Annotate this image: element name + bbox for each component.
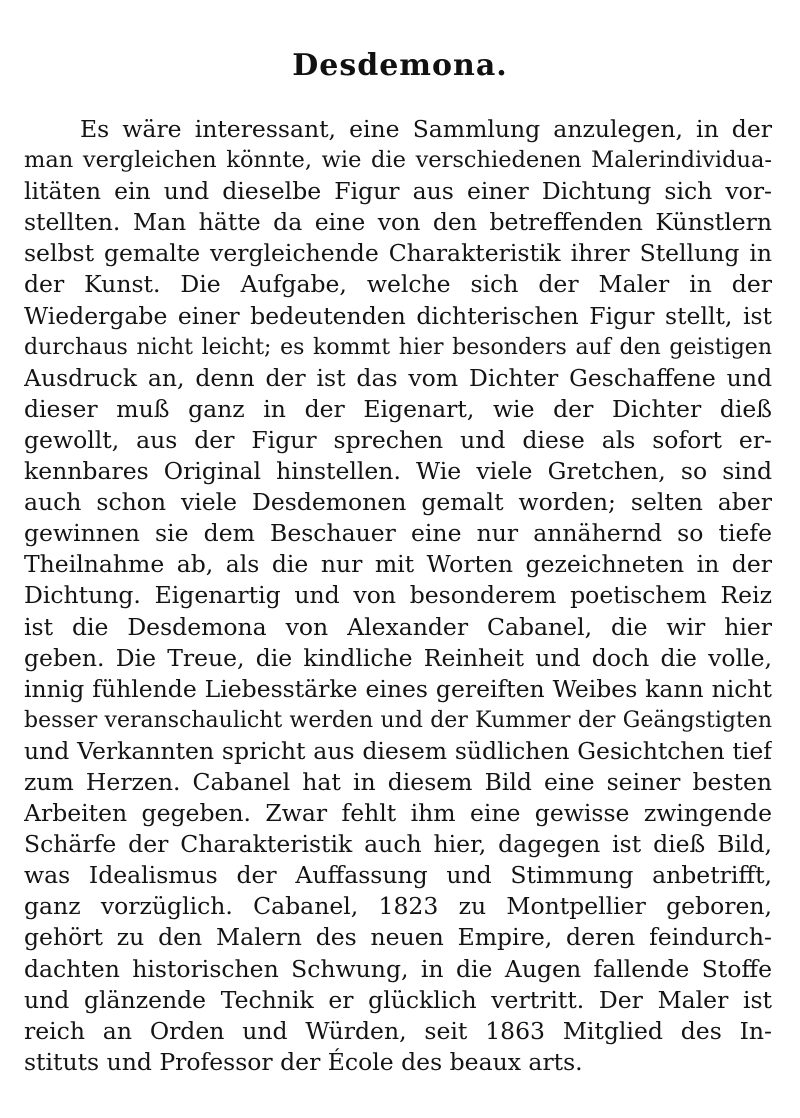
text-line: und glänzende Technik er glücklich vertritt. Der Maler ist <box>24 985 772 1014</box>
text-line: gewollt, aus der Figur sprechen und diese als sofort er- <box>24 425 772 454</box>
text-line: Ausdruck an, denn der ist das vom Dichter Geschaffene und <box>24 363 772 392</box>
article-body <box>24 114 772 1078</box>
text-line: Schärfe der Charakteristik auch hier, dagegen ist dieß Bild, <box>24 830 772 859</box>
text-line: ist die Desdemona von Alexander Cabanel, die wir hier <box>24 612 772 641</box>
text-line: geben. Die Treue, die kindliche Reinheit und doch die volle, <box>24 643 772 672</box>
text-line: innig fühlende Liebesstärke eines gereiften Weibes kann nicht <box>24 674 772 703</box>
text-line: und Verkannten spricht aus diesem südlichen Gesichtchen tief <box>24 736 772 765</box>
article-title: Desdemona. <box>292 48 508 83</box>
text-line: litäten ein und dieselbe Figur aus einer Dichtung sich vor- <box>24 177 772 206</box>
text-line: Wiedergabe einer bedeutenden dichterischen Figur stellt, ist <box>24 301 772 330</box>
text-line: stituts und Professor der École des beaux arts. <box>24 1047 583 1076</box>
text-line: Dichtung. Eigenartig und von besonderem poetischem Reiz <box>24 581 772 610</box>
text-line: dachten historischen Schwung, in die Augen fallende Stoffe <box>24 954 772 983</box>
text-line: dieser muß ganz in der Eigenart, wie der Dichter dieß <box>24 394 772 423</box>
text-line: was Idealismus der Auffassung und Stimmung anbetrifft, <box>24 861 772 890</box>
text-line: gewinnen sie dem Beschauer eine nur annähernd so tiefe <box>24 519 772 548</box>
text-line: der Kunst. Die Aufgabe, welche sich der Maler in der <box>24 270 772 299</box>
text-line: reich an Orden und Würden, seit 1863 Mitglied des In- <box>24 1016 772 1045</box>
text-line: zum Herzen. Cabanel hat in diesem Bild eine seiner besten <box>24 767 772 796</box>
text-line: Es wäre interessant, eine Sammlung anzulegen, in der <box>80 115 772 143</box>
text-line: gehört zu den Malern des neuen Empire, deren feindurch- <box>24 923 772 952</box>
text-line: Arbeiten gegeben. Zwar fehlt ihm eine gewisse zwingende <box>24 799 772 828</box>
text-line: stellten. Man hätte da eine von den betreffenden Künstlern <box>24 208 772 237</box>
text-line: man vergleichen könnte, wie die verschiedenen Malerindividua- <box>24 147 772 174</box>
text-line: selbst gemalte vergleichende Charakteristik ihrer Stellung in <box>24 239 772 268</box>
text-line: auch schon viele Desdemonen gemalt worden; selten aber <box>24 488 772 517</box>
text-line: besser veranschaulicht werden und der Kummer der Geängstigten <box>24 707 772 733</box>
text-line: Theilnahme ab, als die nur mit Worten gezeichneten in der <box>24 550 772 579</box>
text-line: ganz vorzüglich. Cabanel, 1823 zu Montpellier geboren, <box>24 892 772 921</box>
text-line: kennbares Original hinstellen. Wie viele Gretchen, so sind <box>24 457 772 486</box>
text-line: durchaus nicht leicht; es kommt hier besonders auf den geistigen <box>24 334 772 360</box>
